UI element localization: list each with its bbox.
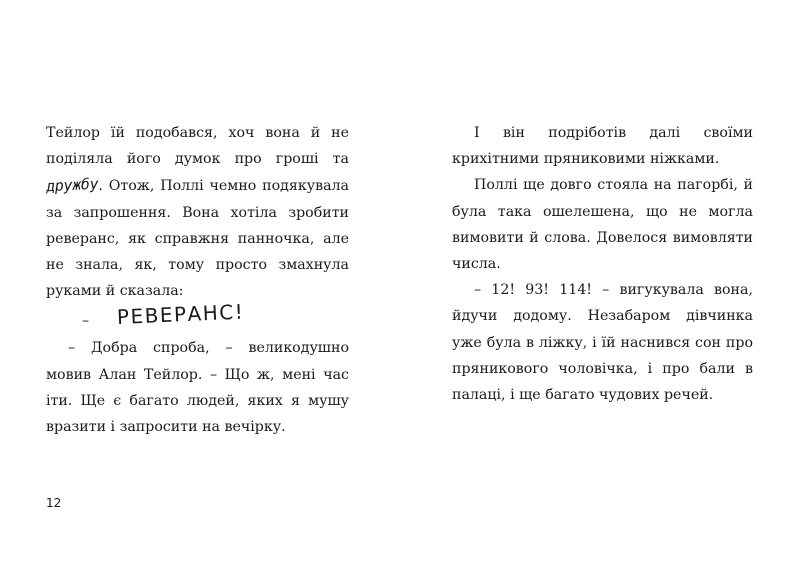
right-paragraph-1: І він подріботів далі своїми крихітними пряниковими ніжками. [452, 125, 753, 168]
exclamation-dash: – [82, 313, 90, 330]
exclamation-text: РЕВЕРАНС! [116, 299, 245, 330]
handwritten-word: дружбу [45, 175, 99, 196]
left-paragraph-1 [46, 120, 349, 304]
left-p1-before: Тейлор їй подобався, хоч вона й не поділяла його думок про гроші та [46, 125, 349, 168]
right-text-column [452, 120, 753, 408]
right-paragraph-2: Поллі ще довго стояла на пагорбі, й була така ошелешена, що не могла вимовити й слова. Довелося вимовляти числа. [452, 177, 753, 273]
page-number: 12 [46, 496, 62, 510]
left-text-column [46, 120, 349, 440]
left-paragraph-2: – Добра спроба, – великодушно мовив Алан Тейлор. – Що ж, мені час іти. Ще є багато людей, яких я мушу вразити і запросити на вечірку. [46, 340, 349, 436]
right-paragraph-3: – 12! 93! 114! – вигукувала вона, йдучи додому. Незабаром дівчинка уже була в ліжку, і їй наснився сон про пряникового чоловічка, і про бали в палаці, і ще багато чудових речей. [452, 282, 753, 404]
left-p1-after: . Отож, Поллі чемно подякувала за запрошення. Вона хотіла зробити реверанс, як справжня панночка, але не знала, як, тому просто змахнула руками й сказала: [46, 178, 349, 300]
exclamation-line [46, 299, 349, 335]
right-page [396, 0, 792, 571]
